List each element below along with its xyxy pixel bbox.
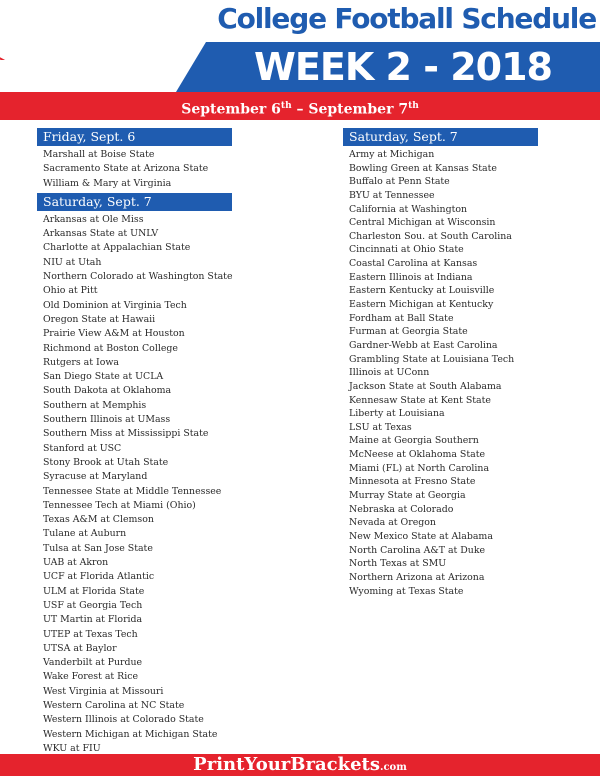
game-item: Richmond at Boston College (43, 342, 178, 354)
date-start: September 6 (181, 101, 281, 118)
date-range (0, 95, 600, 121)
game-item: Central Michigan at Wisconsin (349, 217, 496, 229)
game-item: New Mexico State at Alabama (349, 530, 493, 542)
brand-tld: .com (379, 762, 407, 773)
game-item: Eastern Kentucky at Louisville (349, 285, 495, 297)
game-item: Marshall at Boise State (43, 149, 155, 160)
game-item: UCF at Florida Atlantic (43, 571, 155, 583)
game-item: Old Dominion at Virginia Tech (43, 299, 187, 311)
game-item: LSU at Texas (349, 421, 412, 433)
game-item: Miami (FL) at North Carolina (349, 462, 490, 474)
game-item: Ohio at Pitt (43, 285, 98, 297)
date-end-suffix: th (408, 101, 419, 111)
game-item: Charlotte at Appalachian State (43, 242, 191, 254)
date-end: September 7 (308, 101, 409, 118)
game-item: Stanford at USC (43, 442, 122, 454)
game-item: UTEP at Texas Tech (43, 628, 138, 640)
game-item: Cincinnati at Ohio State (349, 244, 464, 256)
game-item: Furman at Georgia State (349, 326, 468, 338)
saturday-games-list-right (343, 148, 538, 598)
page-title: College Football Schedule (217, 2, 596, 35)
game-item: San Diego State at UCLA (43, 371, 164, 383)
game-item: Tennessee State at Middle Tennessee (43, 485, 222, 497)
brand-name: PrintYourBrackets (193, 754, 380, 775)
game-item: Eastern Illinois at Indiana (349, 271, 473, 283)
game-item: Army at Michigan (349, 149, 435, 160)
game-item: Southern Miss at Mississippi State (43, 428, 209, 440)
game-item: NIU at Utah (43, 256, 102, 268)
game-item: Tennessee Tech at Miami (Ohio) (43, 499, 196, 511)
game-item: Western Carolina at NC State (43, 699, 185, 711)
game-item: Minnesota at Fresno State (349, 476, 476, 488)
game-item: William & Mary at Virginia (43, 177, 172, 189)
game-item: Stony Brook at Utah State (43, 456, 169, 468)
game-item: Eastern Michigan at Kentucky (349, 299, 494, 311)
left-column (37, 128, 232, 756)
game-item: Maine at Georgia Southern (349, 435, 479, 447)
game-item: McNeese at Oklahoma State (349, 449, 486, 461)
game-item: Liberty at Louisiana (349, 408, 445, 420)
game-item: Grambling State at Louisiana Tech (349, 353, 515, 365)
game-item: UTSA at Baylor (43, 642, 117, 654)
game-item: South Dakota at Oklahoma (43, 385, 172, 397)
game-item: Tulane at Auburn (43, 528, 127, 540)
game-item: Wyoming at Texas State (349, 585, 464, 597)
game-item: ULM at Florida State (43, 585, 145, 597)
friday-header: Friday, Sept. 6 (37, 128, 232, 146)
game-item: North Texas at SMU (349, 558, 447, 570)
game-item: West Virginia at Missouri (43, 685, 164, 697)
game-item: Western Illinois at Colorado State (43, 714, 204, 726)
saturday-games-list-left (37, 213, 232, 756)
game-item: UT Martin at Florida (43, 614, 143, 626)
game-item: Fordham at Ball State (349, 312, 454, 324)
date-separator: – (291, 101, 309, 118)
saturday-header-left: Saturday, Sept. 7 (37, 193, 232, 211)
game-item: Nebraska at Colorado (349, 503, 454, 515)
game-item: Texas A&M at Clemson (43, 514, 154, 526)
saturday-header-right: Saturday, Sept. 7 (343, 128, 538, 146)
game-item: Vanderbilt at Purdue (43, 657, 143, 669)
game-item: Northern Colorado at Washington State (43, 271, 233, 283)
game-item: Nevada at Oregon (349, 517, 436, 529)
game-item: Gardner-Webb at East Carolina (349, 339, 498, 351)
game-item: USF at Georgia Tech (43, 599, 143, 611)
game-item: Tulsa at San Jose State (43, 542, 153, 554)
game-item: Buffalo at Penn State (349, 176, 450, 188)
game-item: Southern at Memphis (43, 399, 147, 411)
game-item: Southern Illinois at UMass (43, 414, 171, 426)
week-label: WEEK 2 - 2018 (254, 45, 552, 89)
game-item: Coastal Carolina at Kansas (349, 258, 478, 270)
game-item: UAB at Akron (43, 557, 109, 569)
game-item: Arkansas at Ole Miss (43, 213, 144, 225)
game-item: Charleston Sou. at South Carolina (349, 230, 512, 242)
game-item: Prairie View A&M at Houston (43, 328, 185, 340)
game-item: Kennesaw State at Kent State (349, 394, 491, 406)
game-item: WKU at FIU (43, 742, 101, 754)
game-item: Sacramento State at Arizona State (43, 163, 209, 175)
game-item: Murray State at Georgia (349, 490, 466, 502)
date-start-suffix: th (280, 101, 292, 111)
game-item: BYU at Tennessee (349, 189, 435, 201)
game-item: Syracuse at Maryland (43, 471, 148, 483)
game-item: Northern Arizona at Arizona (349, 571, 485, 583)
game-item: California at Washington (349, 203, 468, 215)
game-item: Illinois at UConn (349, 367, 430, 379)
game-item: Jackson State at South Alabama (349, 380, 502, 392)
game-item: Western Michigan at Michigan State (43, 728, 218, 740)
game-item: Rutgers at Iowa (43, 356, 119, 368)
game-item: Wake Forest at Rice (43, 671, 139, 683)
game-item: Bowling Green at Kansas State (349, 162, 497, 174)
game-item: North Carolina A&T at Duke (349, 544, 486, 556)
game-item: Oregon State at Hawaii (43, 313, 156, 325)
friday-games-list (37, 148, 232, 191)
right-column (343, 128, 538, 598)
game-item: Arkansas State at UNLV (43, 228, 159, 240)
